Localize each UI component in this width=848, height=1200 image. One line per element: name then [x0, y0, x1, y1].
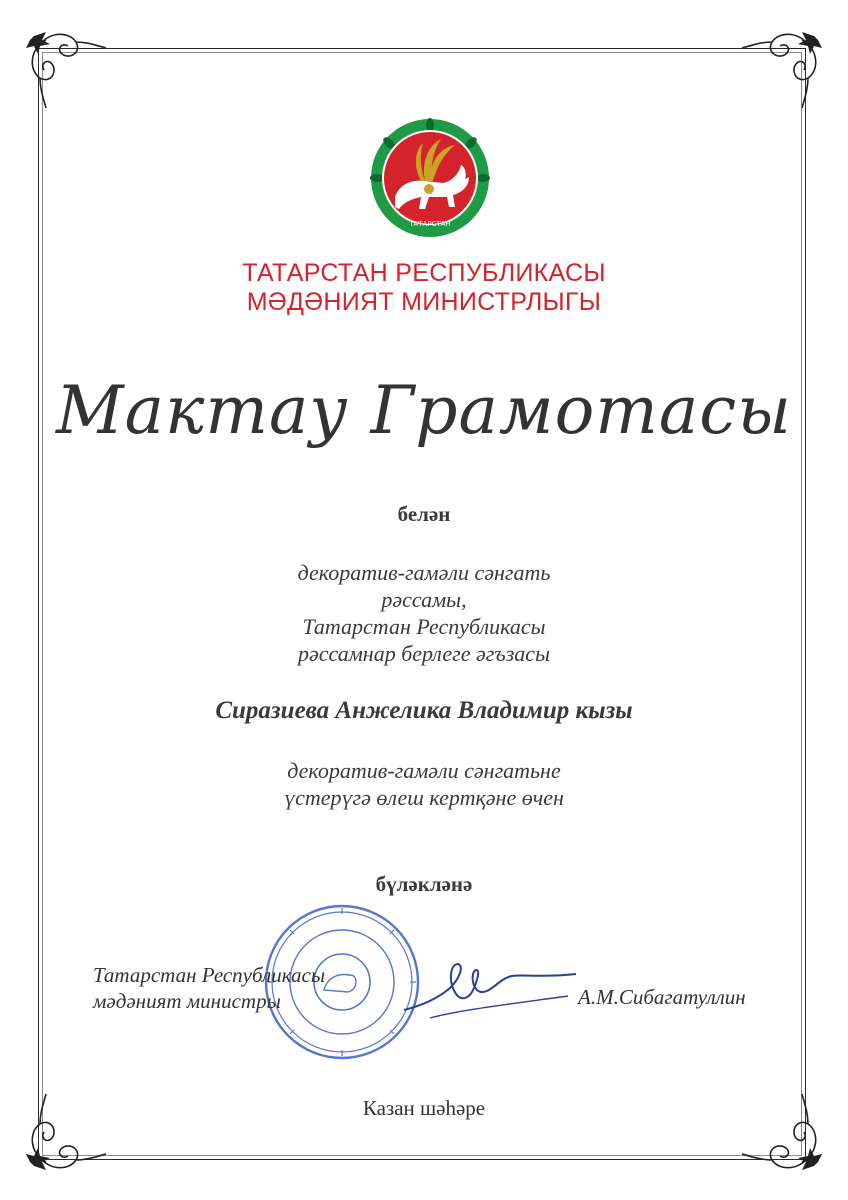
recipient-description-line: рәссамнар берлеге әгъзасы — [298, 641, 550, 666]
recipient-description-line: Татарстан Республикасы — [302, 614, 546, 639]
corner-ornament-icon — [16, 18, 106, 108]
tatarstan-coat-of-arms-icon — [369, 117, 491, 239]
svg-text:ТАТАРСТАН: ТАТАРСТАН — [409, 220, 451, 228]
award-reason-line: үстерүгә өлеш кертқәне өчен — [284, 785, 564, 810]
ministry-name-line1: ТАТАРСТАН РЕСПУБЛИКАСЫ — [242, 259, 606, 287]
ministry-name-line2: МӘДӘНИЯТ МИНИСТРЛЫГЫ — [246, 288, 602, 316]
with-label: белән — [397, 502, 451, 526]
recipient-description-line: декоратив-гамәли сәнгать — [297, 560, 551, 585]
recipient-name: Сиразиева Анжелика Владимир кызы — [215, 697, 633, 724]
certificate-title: Мактау Грамотасы — [56, 372, 792, 449]
signatory-title-line2: мәдәният министры — [93, 989, 281, 1013]
corner-ornament-icon — [742, 18, 832, 108]
signatory-title-line1: Татарстан Республикасы — [93, 963, 326, 987]
awarded-label: бүләкләнә — [375, 872, 473, 896]
signature-icon — [400, 948, 580, 1028]
award-reason-line: декоратив-гамәли сәнгатьне — [287, 758, 561, 783]
issue-city: Казан шәһәре — [362, 1096, 486, 1120]
recipient-description-line: рәссамы, — [381, 587, 467, 612]
signatory-name: А.М.Сибагатуллин — [578, 985, 746, 1009]
